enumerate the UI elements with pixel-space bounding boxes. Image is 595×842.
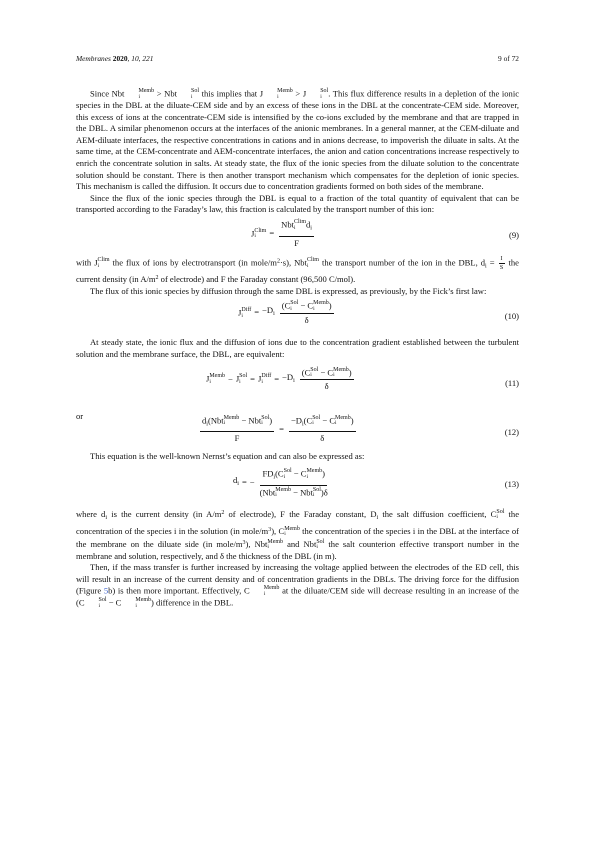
equation-number: (10) — [504, 311, 519, 322]
symbol: Nbt — [281, 219, 294, 230]
symbol: J — [238, 307, 242, 318]
sub: i — [273, 311, 275, 318]
equation-13-formula: $d_i$ = − $FD_i(C$ Sol i − C Memb i ) (Nbt Memb i − Nbt Sol i )δ — [233, 468, 328, 499]
superscript-subscript — [263, 88, 293, 100]
figure-5-link[interactable]: 5 — [103, 585, 109, 596]
text: ·s), Nbt — [279, 257, 307, 268]
body-text — [76, 88, 519, 610]
sub: i — [294, 224, 296, 231]
denominator: F — [294, 237, 299, 248]
paragraph-5: At steady state, the ionic flux and the diffusion of ions due to the concentration gradient established between the turbulent solution and the membrane surface, the DBL, are equivalent: — [76, 337, 519, 360]
sub: i — [190, 93, 193, 100]
superscript-subscript — [124, 88, 154, 100]
running-header: Membranes 2020, 10, 221 9 of 72 — [76, 54, 519, 63]
text: = — [486, 257, 498, 268]
text: the current density (in A/m — [76, 257, 519, 285]
paragraph-4: The flux of this ionic species by diffusion through the same DBL is expressed, as previously, by the Fick’s first law: — [90, 285, 487, 296]
sup: Diff — [241, 307, 252, 314]
equals-sign: = — [254, 307, 260, 318]
equation-11 — [76, 367, 519, 401]
fraction: $FD_i(C$ Sol i − C Memb i ) (Nbt Memb i − Nbt Sol i )δ — [259, 468, 328, 499]
equation-number: (11) — [505, 377, 519, 388]
sub: i — [485, 263, 487, 270]
text: > J — [292, 88, 307, 99]
sub: i — [277, 93, 279, 100]
paragraph-6: This equation is the well-known Nernst’s equation and can also be expressed as: — [90, 450, 365, 461]
sub: i — [306, 262, 309, 269]
text: Since Nbt — [90, 88, 125, 99]
symbol: d — [306, 219, 311, 230]
sup: Clim — [294, 219, 307, 226]
sub: i — [138, 93, 140, 100]
fraction: $-D_i(C$ Sol i − C Memb i ) δ — [290, 414, 354, 444]
equation-9-formula — [251, 219, 316, 249]
equation-number: (9) — [509, 230, 519, 241]
text: the transport number of the ion in the DBL, d — [318, 257, 486, 268]
sub: i — [97, 262, 100, 269]
paragraph-2: Since the flux of the ionic species through the DBL is equal to a fraction of the total quantity of equivalent that can be transported according to the Faraday’s law, this fraction is calculated by the transport number of this ion: — [76, 192, 519, 215]
sub: i — [254, 233, 256, 240]
journal-volume: 10 — [131, 54, 139, 63]
fraction: (C Sol i − C Memb i ) δ — [281, 300, 332, 325]
sub: i — [320, 93, 322, 100]
symbol: D — [266, 305, 274, 316]
denominator: δ — [304, 314, 309, 325]
text: with J — [76, 257, 98, 268]
equation-13 — [76, 468, 519, 504]
article-number: 221 — [142, 54, 154, 63]
sup: Sol — [320, 88, 329, 94]
journal-year: 2020 — [112, 54, 128, 63]
paragraph-8: Then, if the mass transfer is further increased by increasing the voltage applied between the electrodes of the ED cell, this will result in an increase of the current density and of concentration gradients in the DBLs. The driving force for the diffusion (Figure 5b) is then more important. Effectively, C Memb i at the diluate/CEM side will decrease resulting in an increase of the (C Sol i − C Memb i ) difference in the DBL. — [76, 562, 519, 609]
superscript-subscript — [306, 88, 328, 100]
equation-9 — [76, 219, 519, 253]
equation-number: (13) — [504, 479, 519, 490]
equation-10-formula — [238, 300, 336, 326]
or-label: or — [76, 410, 84, 421]
equation-11-formula: J Memb i − J Sol i = J Diff i = $-D_i$ (C Sol i − C Memb i ) δ — [206, 366, 352, 392]
symbol: J — [251, 228, 255, 239]
page-number: 9 of 72 — [498, 54, 519, 63]
fraction — [279, 219, 314, 249]
text: the flux of ions by electrotransport (in mole/m — [109, 257, 277, 268]
fraction-I-over-S: $\frac{I}{S}$ — [499, 256, 504, 272]
sup: 2 — [155, 275, 159, 282]
fraction: (C Sol i − C Memb i ) δ — [301, 366, 352, 392]
text: > Nbt — [154, 88, 177, 99]
sub: i — [310, 225, 312, 232]
equation-number: (12) — [504, 426, 519, 437]
equals-sign: = — [269, 227, 275, 238]
sub: i — [241, 312, 243, 319]
sup: Clim — [97, 257, 110, 263]
fraction: $d_i(Nbt$ Memb i − Nbt Sol i ) F — [202, 414, 273, 444]
equation-12 — [76, 409, 519, 443]
sup: Memb — [138, 88, 155, 94]
sup: Clim — [254, 227, 267, 234]
journal-name: Membranes — [76, 54, 111, 63]
sup: Memb — [277, 88, 293, 94]
text: . This flux difference results in a depletion of the ionic species in the DBL at the diluate-CEM side and by an excess of these ions in the DBL at the concentrate-CEM side. Moreover, this excess of ions at the concentrate-CEM side is intensified by the co-ions excluded by the membrane and that are trapped in the DBL. A similar phenomenon occurs at the interfaces of the anionic membranes. In a general manner, at the CEM-diluate and AEM-diluate interfaces, the respective concentrations in cations and in anions decrease, to impoverish the diluate in salts. At the same time, at the CEM-concentrate and AEM-concentrate interfaces, the anion and cation concentrations increase respectively to enrich the concentrate solution in salts. At steady state, the flux of the ionic species from the diluate solution to the concentrate solution should be constant. There is then another transport mechanism which compensates for the depletion of ionic species. This mechanism is called the diffusion. It occurs due to concentration gradients formed on both sides of the membrane. — [76, 88, 520, 192]
equation-10 — [76, 300, 519, 334]
sup: Sol — [190, 88, 199, 94]
superscript-subscript — [177, 88, 199, 100]
equation-12-formula: $d_i(Nbt$ Memb i − Nbt Sol i ) F = $-D_i(C$ Sol i − C Memb i ) δ — [202, 414, 354, 444]
sup: 2 — [276, 258, 280, 265]
paragraph-7: where $d_i$ is the current density (in $A/m^2$ of electrode), F the Faraday constant, $D_i$ the salt diffusion coefficient, C Sol i the concentration of the species i in the solution (in mole/$m^3$), C Memb i the concentration of the species i in the DBL at the interface of the membrane on the diluate side (in mole/$m^3$), Nbt Memb i and Nbt Sol i the salt counterion effective transport number in the membrane and solution, respectively, and δ the thickness of the DBL (in m). — [76, 508, 519, 561]
paragraph-1 — [76, 88, 519, 193]
text: this implies that J — [199, 88, 264, 99]
minus-sign: − — [262, 305, 267, 316]
sup: Clim — [306, 257, 319, 263]
text: of electrode) and F the Faraday constant (96,500 C/mol). — [158, 274, 356, 285]
paragraph-3 — [76, 256, 519, 286]
